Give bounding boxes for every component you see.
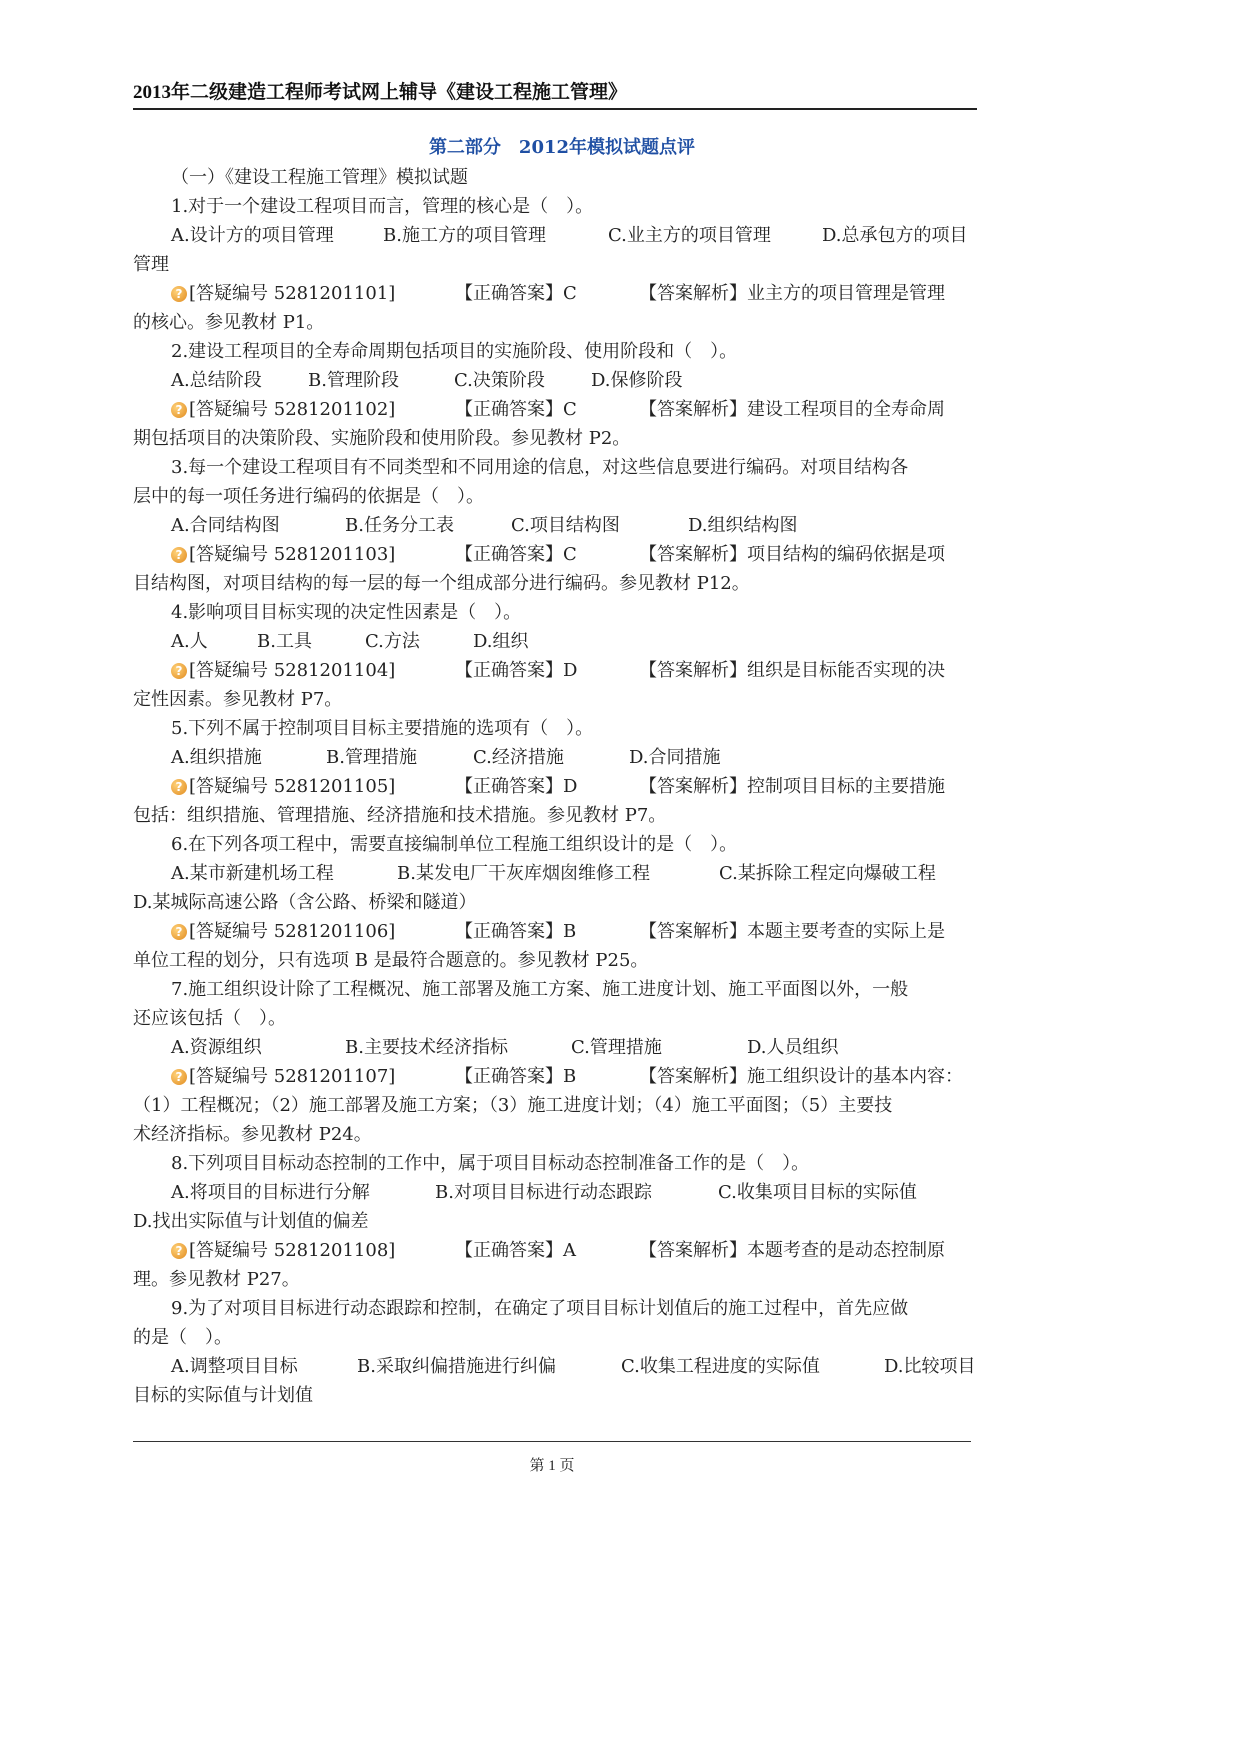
answer-row — [133, 917, 981, 946]
question-stem: 4.影响项目目标实现的决定性因素是（ ）。 — [171, 602, 522, 623]
options-continuation: D.找出实际值与计划值的偏差 — [133, 1211, 369, 1232]
question-mark-icon[interactable]: ? — [171, 1069, 187, 1085]
explanation-continuation: 术经济指标。参见教材 P24。 — [133, 1124, 372, 1145]
answer-option: A.总结阶段 — [171, 370, 262, 391]
answer-option: C.管理措施 — [571, 1037, 662, 1058]
question-stem: 还应该包括（ ）。 — [133, 1008, 286, 1029]
answer-option: C.某拆除工程定向爆破工程 — [719, 863, 936, 884]
answer-option: D.总承包方的项目 — [822, 225, 968, 246]
options-row — [133, 221, 981, 250]
question-mark-icon[interactable]: ? — [171, 663, 187, 679]
question-stem: 7.施工组织设计除了工程概况、施工部署及施工方案、施工进度计划、施工平面图以外，一般 — [171, 979, 909, 1000]
qa-reference[interactable] — [171, 395, 455, 424]
answer-option: B.管理措施 — [326, 747, 417, 768]
subsection-title: （一）《建设工程施工管理》模拟试题 — [171, 167, 468, 188]
answer-option: B.施工方的项目管理 — [383, 225, 546, 246]
answer-option: A.合同结构图 — [171, 515, 280, 536]
correct-answer: 【正确答案】C — [455, 399, 577, 420]
answer-explanation: 【答案解析】项目结构的编码依据是项 — [639, 544, 945, 565]
question-item — [133, 830, 981, 975]
options-row — [133, 743, 981, 772]
answer-option: A.设计方的项目管理 — [171, 225, 334, 246]
question-stem: 的是（ ）。 — [133, 1327, 232, 1348]
answer-option: C.决策阶段 — [454, 370, 545, 391]
question-item — [133, 714, 981, 830]
qa-reference-text: [答疑编号 5281201108] — [189, 1240, 396, 1261]
answer-option: A.资源组织 — [171, 1037, 262, 1058]
correct-answer: 【正确答案】D — [455, 776, 578, 797]
answer-explanation: 【答案解析】组织是目标能否实现的决 — [639, 660, 945, 681]
answer-option: D.人员组织 — [747, 1037, 839, 1058]
answer-option: C.方法 — [365, 631, 420, 652]
options-row — [133, 859, 981, 888]
question-item — [133, 598, 981, 714]
answer-option: C.收集工程进度的实际值 — [621, 1356, 820, 1377]
correct-answer: 【正确答案】B — [455, 921, 577, 942]
question-item — [133, 192, 981, 337]
qa-reference-text: [答疑编号 5281201106] — [189, 921, 396, 942]
answer-option: A.调整项目目标 — [171, 1356, 298, 1377]
answer-option: D.组织结构图 — [688, 515, 798, 536]
qa-reference[interactable] — [171, 540, 455, 569]
qa-reference-text: [答疑编号 5281201104] — [189, 660, 396, 681]
answer-option: A.组织措施 — [171, 747, 262, 768]
options-continuation: 管理 — [133, 254, 169, 275]
explanation-continuation: 单位工程的划分，只有选项 B 是最符合题意的。参见教材 P25。 — [133, 950, 649, 971]
correct-answer: 【正确答案】C — [455, 283, 577, 304]
correct-answer: 【正确答案】C — [455, 544, 577, 565]
answer-explanation: 【答案解析】建设工程项目的全寿命周 — [639, 399, 945, 420]
qa-reference[interactable] — [171, 772, 455, 801]
answer-row — [133, 395, 981, 424]
answer-option: B.主要技术经济指标 — [345, 1037, 508, 1058]
answer-option: B.对项目目标进行动态跟踪 — [435, 1182, 652, 1203]
question-item — [133, 1294, 981, 1410]
answer-option: C.项目结构图 — [511, 515, 620, 536]
answer-option: C.收集项目目标的实际值 — [718, 1182, 917, 1203]
answer-row — [133, 279, 981, 308]
qa-reference-text: [答疑编号 5281201107] — [189, 1066, 396, 1087]
answer-option: B.任务分工表 — [345, 515, 454, 536]
answer-option: B.某发电厂干灰库烟囱维修工程 — [397, 863, 650, 884]
question-stem: 1.对于一个建设工程项目而言，管理的核心是（ ）。 — [171, 196, 594, 217]
options-row — [133, 1033, 981, 1062]
page-header — [133, 80, 977, 110]
answer-option: D.合同措施 — [629, 747, 721, 768]
question-mark-icon[interactable]: ? — [171, 286, 187, 302]
question-item — [133, 1149, 981, 1294]
question-mark-icon[interactable]: ? — [171, 924, 187, 940]
question-stem: 3.每一个建设工程项目有不同类型和不同用途的信息，对这些信息要进行编码。对项目结构各 — [171, 457, 909, 478]
answer-row — [133, 656, 981, 685]
answer-option: A.某市新建机场工程 — [171, 863, 334, 884]
question-mark-icon[interactable]: ? — [171, 1243, 187, 1259]
correct-answer: 【正确答案】A — [455, 1240, 576, 1261]
footer-rule — [133, 1441, 971, 1442]
explanation-continuation: 定性因素。参见教材 P7。 — [133, 689, 343, 710]
page-number: 第 1 页 — [529, 1458, 575, 1474]
question-item — [133, 975, 981, 1149]
question-item — [133, 453, 981, 598]
header-rule — [133, 108, 977, 110]
qa-reference[interactable] — [171, 279, 455, 308]
qa-reference-text: [答疑编号 5281201103] — [189, 544, 396, 565]
qa-reference[interactable] — [171, 1062, 455, 1091]
answer-row — [133, 540, 981, 569]
answer-row — [133, 772, 981, 801]
options-row — [133, 511, 981, 540]
explanation-continuation: 理。参见教材 P27。 — [133, 1269, 300, 1290]
answer-option: D.组织 — [473, 631, 529, 652]
options-continuation: D.某城际高速公路（含公路、桥梁和隧道） — [133, 892, 477, 913]
question-mark-icon[interactable]: ? — [171, 779, 187, 795]
answer-explanation: 【答案解析】业主方的项目管理是管理 — [639, 283, 945, 304]
answer-option: C.经济措施 — [473, 747, 564, 768]
options-row — [133, 1178, 981, 1207]
question-stem: 2.建设工程项目的全寿命周期包括项目的实施阶段、使用阶段和（ ）。 — [171, 341, 738, 362]
header-title: 2013年二级建造工程师考试网上辅导《建设工程施工管理》 — [133, 82, 628, 103]
question-stem: 5.下列不属于控制项目目标主要措施的选项有（ ）。 — [171, 718, 594, 739]
explanation-continuation: 的核心。参见教材 P1。 — [133, 312, 325, 333]
correct-answer: 【正确答案】B — [455, 1066, 577, 1087]
answer-option: B.采取纠偏措施进行纠偏 — [357, 1356, 556, 1377]
qa-reference[interactable] — [171, 917, 455, 946]
explanation-continuation: （1）工程概况；（2）施工部署及施工方案；（3）施工进度计划；（4）施工平面图；（5）主要技 — [133, 1095, 893, 1116]
options-row — [133, 627, 981, 656]
question-stem: 层中的每一项任务进行编码的依据是（ ）。 — [133, 486, 484, 507]
answer-option: D.保修阶段 — [591, 370, 683, 391]
explanation-continuation: 期包括项目的决策阶段、实施阶段和使用阶段。参见教材 P2。 — [133, 428, 631, 449]
answer-option: D.比较项目 — [884, 1356, 976, 1377]
question-stem: 6.在下列各项工程中，需要直接编制单位工程施工组织设计的是（ ）。 — [171, 834, 738, 855]
answer-explanation: 【答案解析】本题考查的是动态控制原 — [639, 1240, 945, 1261]
question-stem: 9.为了对项目目标进行动态跟踪和控制，在确定了项目目标计划值后的施工过程中，首先应做 — [171, 1298, 909, 1319]
answer-explanation: 【答案解析】控制项目目标的主要措施 — [639, 776, 945, 797]
question-mark-icon[interactable]: ? — [171, 547, 187, 563]
question-stem: 8.下列项目目标动态控制的工作中，属于项目目标动态控制准备工作的是（ ）。 — [171, 1153, 810, 1174]
document-body — [133, 133, 981, 1410]
answer-option: C.业主方的项目管理 — [608, 225, 771, 246]
question-item — [133, 337, 981, 453]
answer-row — [133, 1062, 981, 1091]
answer-row — [133, 1236, 981, 1265]
answer-explanation: 【答案解析】本题主要考查的实际上是 — [639, 921, 945, 942]
answer-option: A.将项目的目标进行分解 — [171, 1182, 370, 1203]
qa-reference-text: [答疑编号 5281201105] — [189, 776, 396, 797]
answer-option: B.管理阶段 — [308, 370, 399, 391]
question-list — [133, 192, 981, 1410]
options-continuation: 目标的实际值与计划值 — [133, 1385, 313, 1406]
options-row — [133, 366, 981, 395]
qa-reference-text: [答疑编号 5281201102] — [189, 399, 396, 420]
section-title: 第二部分 2012年模拟试题点评 — [428, 137, 696, 158]
explanation-continuation: 目结构图，对项目结构的每一层的每一个组成部分进行编码。参见教材 P12。 — [133, 573, 750, 594]
answer-option: A.人 — [171, 631, 208, 652]
options-row — [133, 1352, 981, 1381]
qa-reference[interactable] — [171, 656, 455, 685]
page-footer — [133, 1441, 971, 1475]
correct-answer: 【正确答案】D — [455, 660, 578, 681]
qa-reference[interactable] — [171, 1236, 455, 1265]
explanation-continuation: 包括：组织措施、管理措施、经济措施和技术措施。参见教材 P7。 — [133, 805, 667, 826]
answer-explanation: 【答案解析】施工组织设计的基本内容： — [639, 1066, 963, 1087]
qa-reference-text: [答疑编号 5281201101] — [189, 283, 396, 304]
answer-option: B.工具 — [257, 631, 312, 652]
question-mark-icon[interactable]: ? — [171, 402, 187, 418]
